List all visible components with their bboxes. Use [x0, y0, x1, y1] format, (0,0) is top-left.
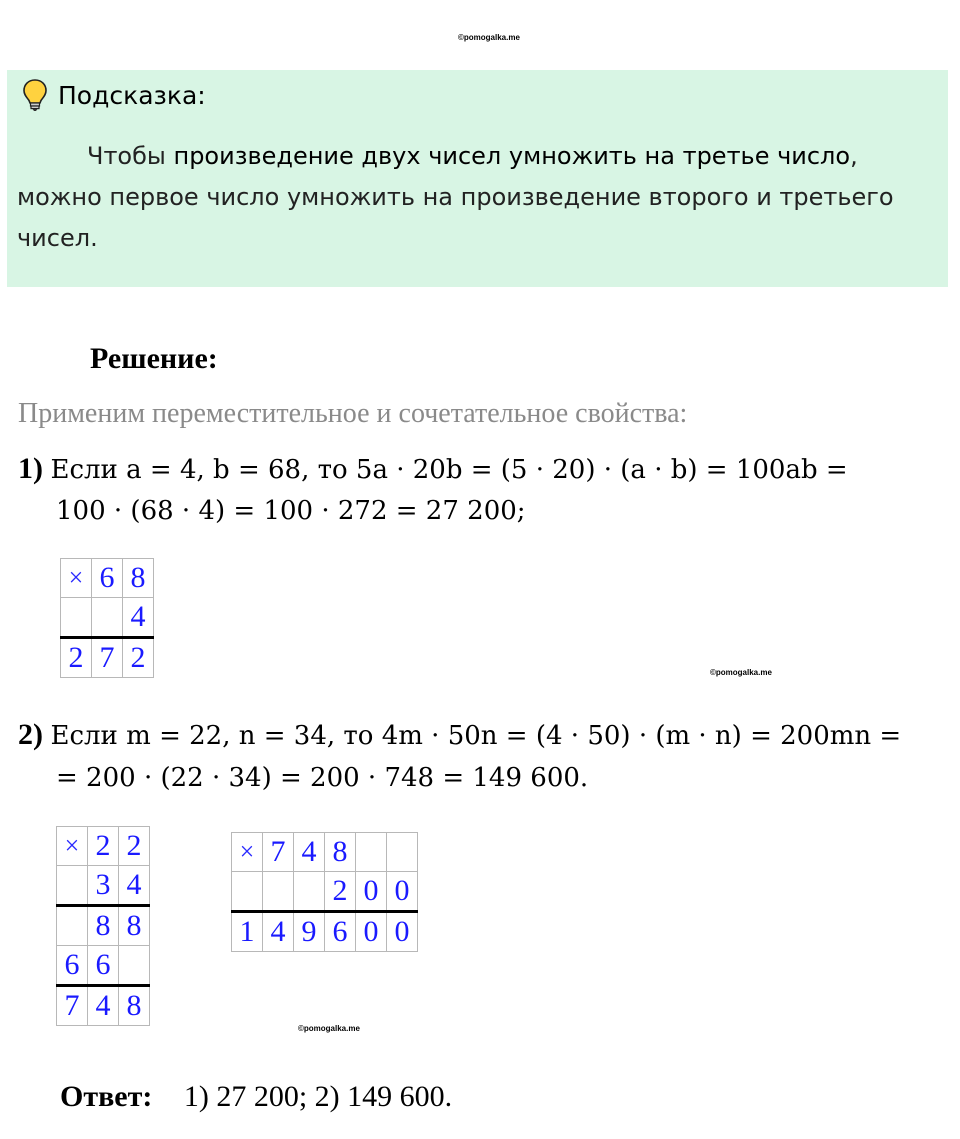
calc2-row: [57, 866, 150, 906]
calc3-row: [232, 833, 418, 872]
calc2-cell: 2: [88, 827, 119, 866]
calc1-row: [61, 598, 154, 638]
calc1-cell: 4: [123, 598, 154, 638]
calc3-grid: [231, 832, 418, 952]
calc3-cell: 0: [387, 872, 418, 912]
calc3-cell: [294, 872, 325, 912]
answer-value: 1) 27 200; 2) 149 600.: [183, 1080, 453, 1113]
calc3-cell: [356, 833, 387, 872]
watermark-mid: ©pomogalka.me: [710, 668, 772, 677]
calc3-row: [232, 912, 418, 952]
item1-number: 1): [18, 452, 43, 485]
calc3-cell: 9: [294, 912, 325, 952]
hint-text-part-2: , можно первое число умножить на произведение второго и третьего чисел.: [17, 142, 894, 252]
hint-title-text: Подсказка:: [58, 80, 206, 110]
calc1-cell: ×: [61, 559, 92, 598]
calc2-cell: 7: [57, 986, 88, 1026]
calc2-cell: [57, 906, 88, 946]
calc3-cell: 6: [325, 912, 356, 952]
calc1-cell: [61, 598, 92, 638]
calc2-cell: 4: [119, 866, 150, 906]
solution-heading: Решение:: [90, 342, 218, 375]
calc1-grid: [60, 558, 154, 678]
calc2-cell: 3: [88, 866, 119, 906]
calc3-cell: [387, 833, 418, 872]
calc3-cell: 2: [325, 872, 356, 912]
solution-intro: Применим переместительное и сочетательное свойства:: [18, 398, 688, 429]
item2-line1: [18, 718, 901, 752]
answer-label: Ответ:: [60, 1080, 153, 1113]
lightbulb-icon: [22, 78, 48, 112]
calc1-row: [61, 559, 154, 598]
calc3-cell: ×: [232, 833, 263, 872]
calc3-cell: 0: [356, 912, 387, 952]
calc2-cell: 8: [88, 906, 119, 946]
watermark-top: ©pomogalka.me: [458, 33, 520, 42]
calc3-cell: [263, 872, 294, 912]
calc1-cell: 2: [61, 638, 92, 678]
hint-text: [17, 136, 937, 259]
calc1-cell: 2: [123, 638, 154, 678]
item2-equation-2: = 200 · (22 · 34) = 200 · 748 = 149 600.: [56, 763, 589, 793]
calc2-cell: 8: [119, 986, 150, 1026]
calc2-row: [57, 906, 150, 946]
calc2-cell: 4: [88, 986, 119, 1026]
calc1-cell: [92, 598, 123, 638]
hint-text-part-1: Чтобы: [87, 142, 174, 170]
item2-equation-1: Если m = 22, n = 34, то 4m · 50n = (4 · 50) · (m · n) = 200mn =: [50, 721, 902, 751]
calc1-row: [61, 638, 154, 678]
hint-title: [22, 78, 206, 112]
calc3-row: [232, 872, 418, 912]
calc3-cell: 7: [263, 833, 294, 872]
calc3-cell: 8: [325, 833, 356, 872]
calc2-cell: 6: [57, 946, 88, 986]
calc1-cell: 8: [123, 559, 154, 598]
calc1-cell: 7: [92, 638, 123, 678]
calc2-cell: [57, 866, 88, 906]
item1-equation-2: 100 · (68 · 4) = 100 · 272 = 27 200;: [56, 496, 526, 526]
calc1-cell: 6: [92, 559, 123, 598]
calc3-cell: 0: [387, 912, 418, 952]
item1-equation-1: Если a = 4, b = 68, то 5a · 20b = (5 · 20) · (a · b) = 100ab =: [50, 455, 848, 485]
calc2-cell: 6: [88, 946, 119, 986]
calc2-row: [57, 986, 150, 1026]
item1-line2: [56, 493, 526, 527]
item1-line1: [18, 452, 848, 486]
calc3-cell: 4: [294, 833, 325, 872]
item2-number: 2): [18, 718, 43, 751]
calc2-cell: 2: [119, 827, 150, 866]
watermark-bottom: ©pomogalka.me: [298, 1024, 360, 1033]
calc2-cell: 8: [119, 906, 150, 946]
calc3-cell: 4: [263, 912, 294, 952]
calc2-row: [57, 827, 150, 866]
calc3-cell: 0: [356, 872, 387, 912]
calc3-cell: 1: [232, 912, 263, 952]
item2-line2: [56, 760, 588, 794]
calc2-cell: ×: [57, 827, 88, 866]
hint-text-emphasis: произведение двух чисел умножить на третье число: [173, 142, 851, 170]
calc2-row: [57, 946, 150, 986]
calc2-cell: [119, 946, 150, 986]
calc3-cell: [232, 872, 263, 912]
answer: [60, 1080, 452, 1114]
calc2-grid: [56, 826, 150, 1026]
